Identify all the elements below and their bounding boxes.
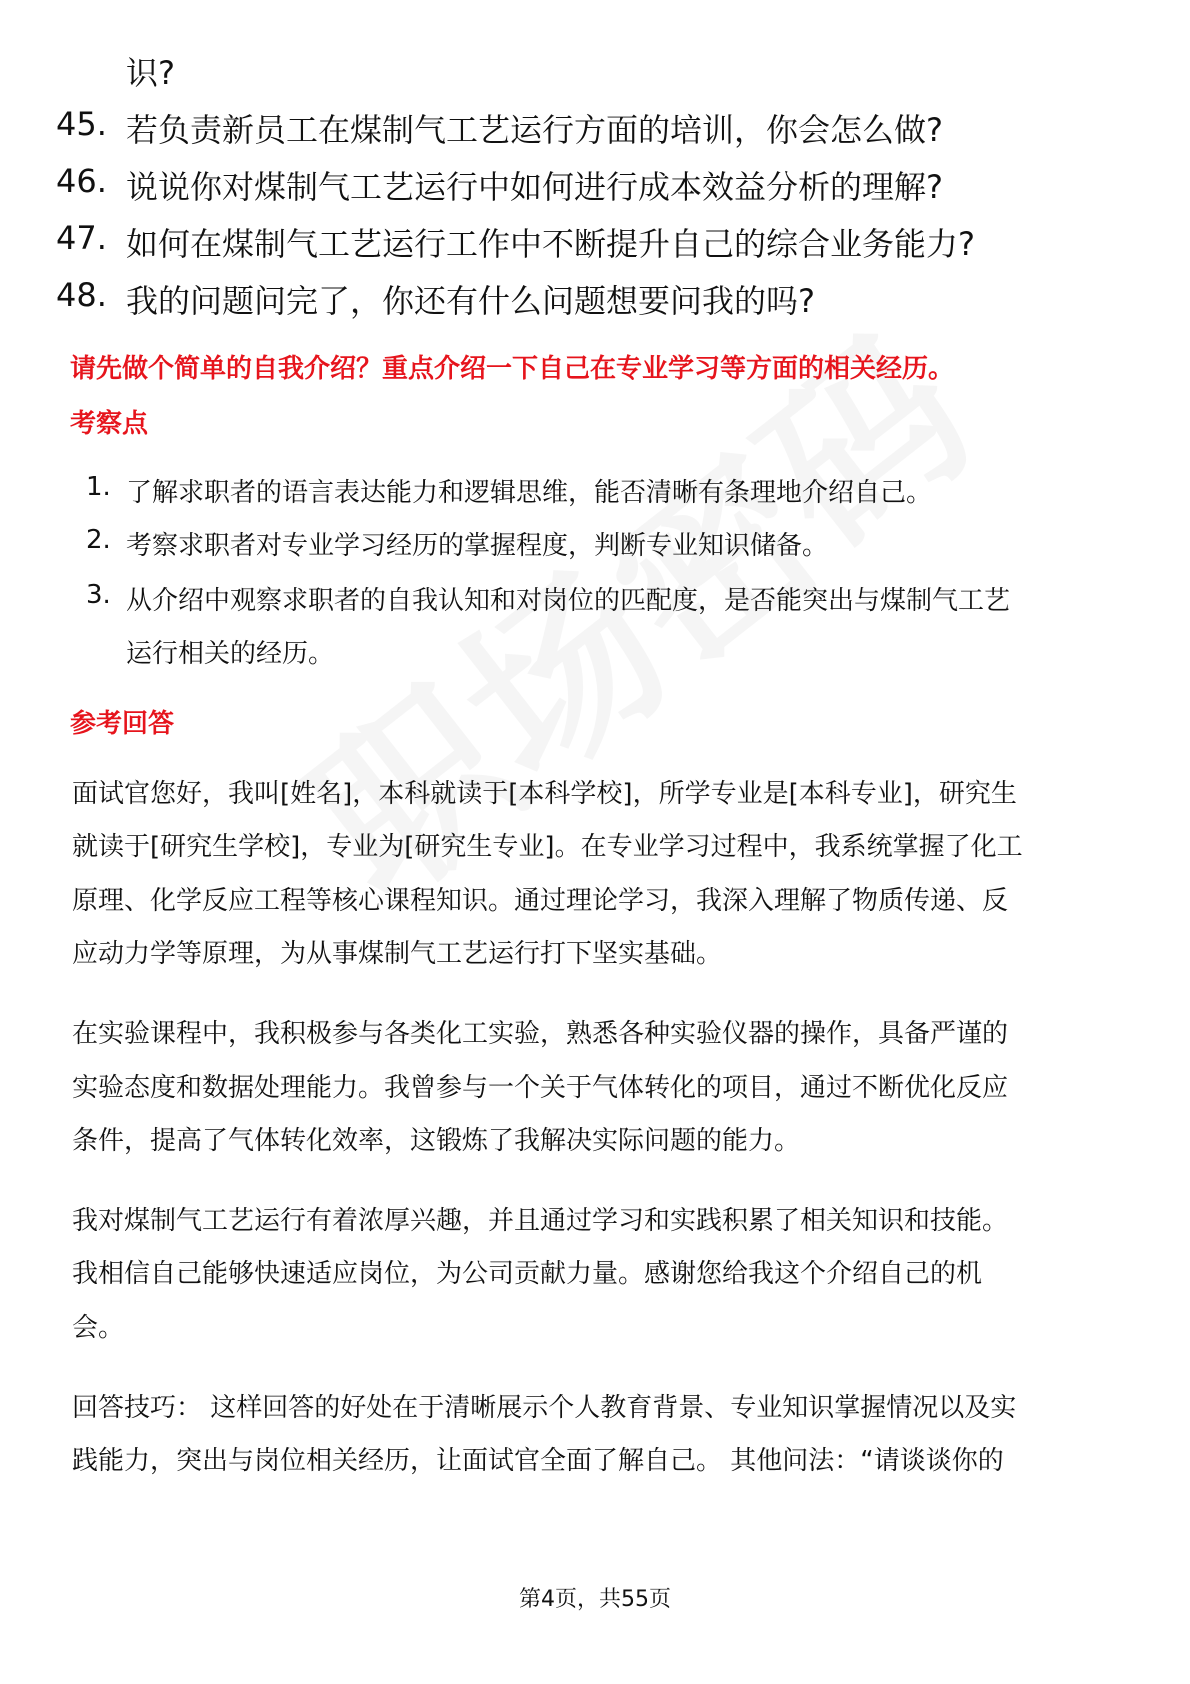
- focus-heading: 考察点: [70, 409, 149, 439]
- focus-text: 从介绍中观察求职者的自我认知和对岗位的匹配度，是否能突出与煤制气工艺: [126, 586, 1011, 616]
- focus-text: 考察求职者对专业学习经历的掌握程度，判断专业知识储备。: [126, 531, 829, 561]
- question-number: 46.: [56, 162, 107, 200]
- paragraph-line: 就读于[研究生学校]，专业为[研究生专业]。在专业学习过程中，我系统掌握了化工: [72, 832, 1023, 862]
- focus-text: 运行相关的经历。: [126, 639, 335, 669]
- question-text: 说说你对煤制气工艺运行中如何进行成本效益分析的理解?: [126, 168, 943, 206]
- section-question: 请先做个简单的自我介绍？重点介绍一下自己在专业学习等方面的相关经历。: [70, 354, 955, 384]
- paragraph-line: 实验态度和数据处理能力。我曾参与一个关于气体转化的项目，通过不断优化反应: [72, 1073, 1009, 1103]
- question-text: 如何在煤制气工艺运行工作中不断提升自己的综合业务能力?: [126, 225, 975, 263]
- paragraph-line: 原理、化学反应工程等核心课程知识。通过理论学习，我深入理解了物质传递、反: [72, 886, 1009, 916]
- focus-text: 了解求职者的语言表达能力和逻辑思维，能否清晰有条理地介绍自己。: [126, 478, 933, 508]
- focus-number: 3.: [86, 580, 111, 610]
- paragraph-line: 践能力，突出与岗位相关经历，让面试官全面了解自己。 其他问法：“请谈谈你的: [72, 1446, 1004, 1476]
- paragraph-line: 面试官您好，我叫[姓名]，本科就读于[本科学校]，所学专业是[本科专业]，研究生: [72, 779, 1017, 809]
- paragraph-line: 会。: [72, 1313, 125, 1343]
- paragraph-line: 应动力学等原理，为从事煤制气工艺运行打下坚实基础。: [72, 939, 723, 969]
- paragraph-line: 回答技巧： 这样回答的好处在于清晰展示个人教育背景、专业知识掌握情况以及实: [72, 1393, 1017, 1423]
- answer-heading: 参考回答: [70, 709, 175, 739]
- question-text: 若负责新员工在煤制气工艺运行方面的培训，你会怎么做?: [126, 111, 943, 149]
- paragraph-line: 我对煤制气工艺运行有着浓厚兴趣，并且通过学习和实践积累了相关知识和技能。: [72, 1206, 1009, 1236]
- question-number: 45.: [56, 105, 107, 143]
- paragraph-line: 在实验课程中，我积极参与各类化工实验，熟悉各种实验仪器的操作，具备严谨的: [72, 1019, 1009, 1049]
- question-continuation: 识?: [126, 54, 175, 92]
- focus-number: 2.: [86, 525, 111, 555]
- question-text: 我的问题问完了，你还有什么问题想要问我的吗?: [126, 282, 815, 320]
- question-number: 48.: [56, 276, 107, 314]
- question-number: 47.: [56, 219, 107, 257]
- page-footer: 第4页，共55页: [519, 1587, 671, 1612]
- paragraph-line: 条件，提高了气体转化效率，这锻炼了我解决实际问题的能力。: [72, 1126, 801, 1156]
- paragraph-line: 我相信自己能够快速适应岗位，为公司贡献力量。感谢您给我这个介绍自己的机: [72, 1259, 983, 1289]
- focus-number: 1.: [86, 472, 111, 502]
